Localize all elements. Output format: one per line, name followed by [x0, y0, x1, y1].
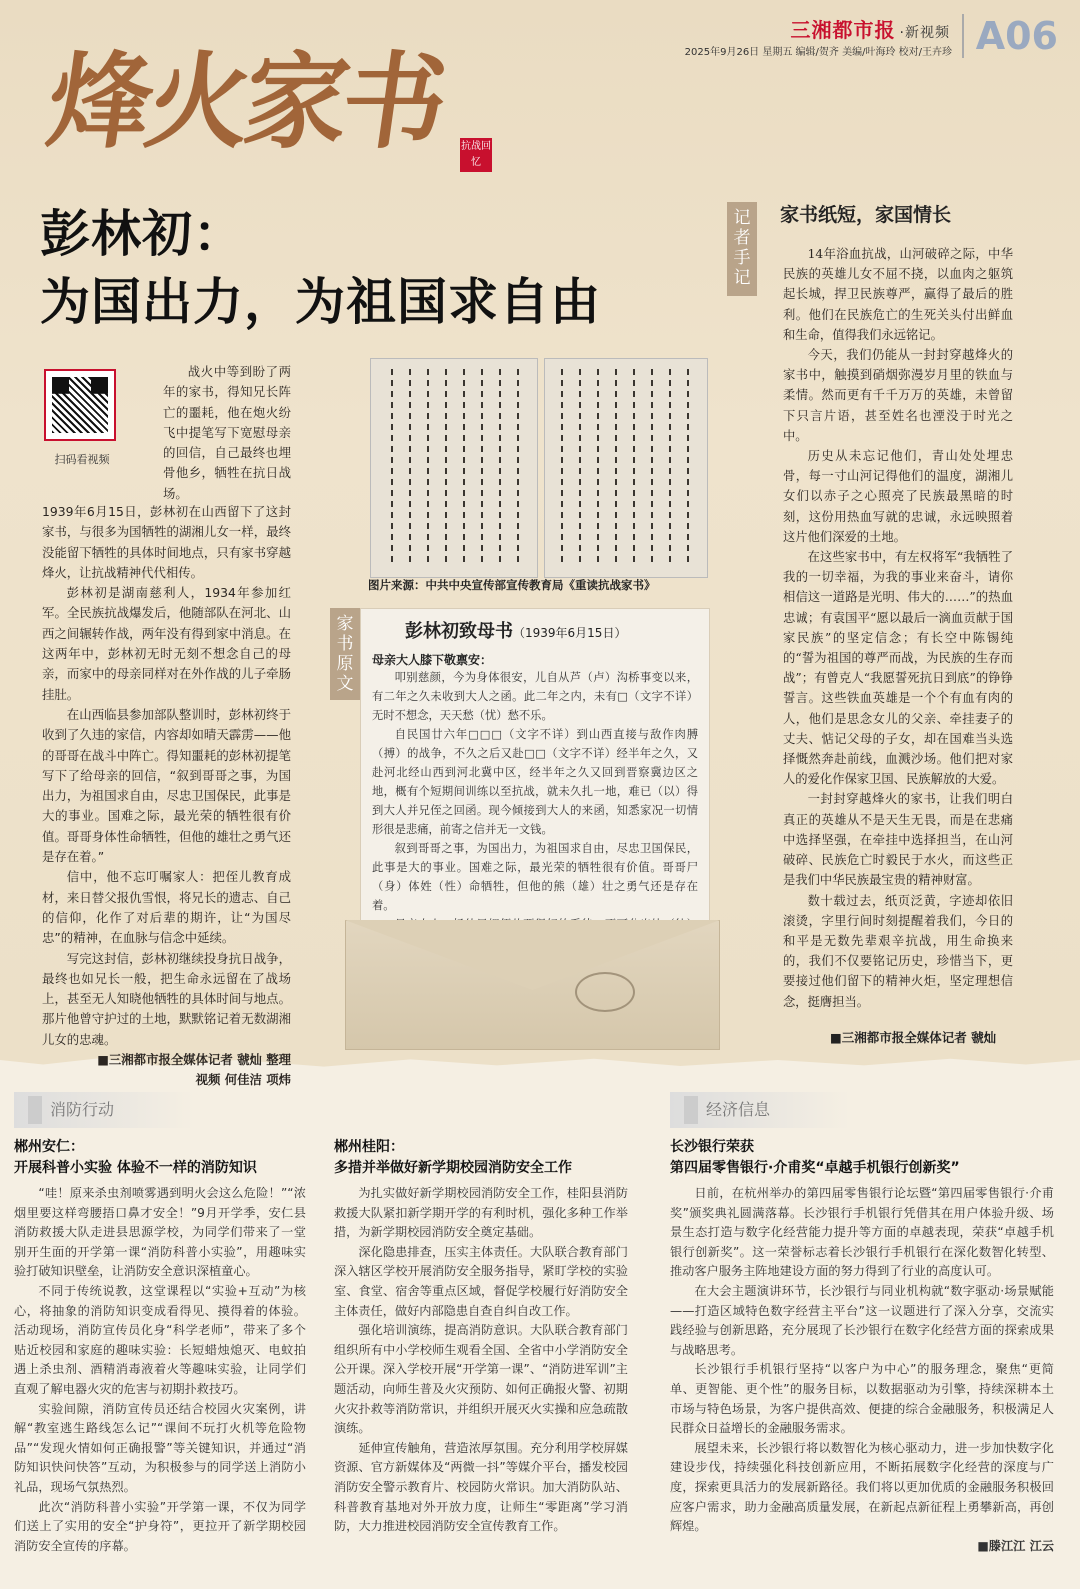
issue-meta: 2025年9月26日 星期五 编辑/贺齐 美编/叶海玲 校对/王卉珍: [684, 47, 952, 58]
news1-title: [14, 1137, 324, 1179]
news3-title-line1: 长沙银行荣获: [670, 1139, 754, 1155]
photo-caption: 图片来源：中共中央宣传部宣传教育局《重读抗战家书》: [368, 578, 656, 592]
lead-paragraph-5: 信中，他不忘叮嘱家人：把侄儿教育成材，来日替父报仇雪恨，将兄长的遗志、自己的信仰，化作了对后辈的期许，让“为国尽忠”的精神，在血脉与信念中延续。: [42, 869, 291, 946]
news2-body: [334, 1184, 628, 1537]
main-title-line1: 彭林初：: [40, 205, 244, 263]
lead-paragraph-1: 战火中等到盼了两年的家书，得知兄长阵亡的噩耗，他在炮火纷飞中提笔写下宽慰母亲的回信，自己最终也埋骨他乡，牺牲在抗日战场。: [163, 364, 291, 501]
lead-paragraph-4: 在山西临县参加部队整训时，彭林初终于收到了久违的家信，内容却如晴天霹雳——他的哥哥在战斗中阵亡。得知噩耗的彭林初提笔写下了给母亲的回信，“叙到哥哥之事，为国出力，为祖国求自由，尽忠卫国保民，此事是大的事业。国难之际，最光荣的牺牲很有价值。哥哥身体性命牺牲，但他的雄壮之勇气还是存在着。”: [42, 706, 291, 865]
lead-paragraph-6: 写完这封信，彭林初继续投身抗日战争，最终也如兄长一般，把生命永远留在了战场上，甚至无人知晓他牺牲的具体时间与地点。那片他曾守护过的土地，默默铭记着无数湖湘儿女的忠魂。: [42, 950, 291, 1047]
news2-paragraph-2: 深化隐患排查，压实主体责任。大队联合教育部门深入辖区学校开展消防安全服务指导，紧盯学校的实验室、食堂、宿舍等重点区域，督促学校履行好消防安全主体责任，做好内部隐患自查自纠自改工作。: [334, 1244, 628, 1318]
section-tag-economy: 经济信息: [670, 1092, 850, 1128]
reporter-paragraph-5: 一封封穿越烽火的家书，让我们明白真正的英雄从不是天生无畏，而是在悲痛中选择坚强，在牵挂中选择担当，在山河破碎、民族危亡时毅民于水火，而这些正是我们中华民族最宝贵的精神财富。: [783, 792, 1013, 888]
tag-reporter-note: 记者手记: [727, 202, 757, 296]
news3-body: [670, 1184, 1054, 1556]
reporter-paragraph-6: 数十载过去，纸页泛黄，字迹却依旧滚烫，字里行间时刻提醒着我们，今日的和平是无数先辈艰辛抗战，用生命换来的，我们不仅要铭记历史，珍惜当下，更要接过他们留下的精神火炬，坚定理想信念，挺膺担当。: [783, 893, 1013, 1009]
letter-photo-1: [370, 358, 538, 578]
qr-label: 扫码看视频: [54, 453, 110, 466]
news2-paragraph-4: 延伸宣传触角，营造浓厚氛围。充分利用学校屏媒资源、官方新媒体及“两微一抖”等媒介平台，播发校园消防安全警示教育片、校园防火常识。加大消防队站、科普教育基地对外开放力度，让师生“零距离”学习消防，大力推进校园消防安全宣传教育工作。: [334, 1440, 628, 1534]
letter-paragraph-3: 叙到哥哥之事，为国出力，为祖国求自由，尽忠卫国保民，此事是大的事业。国难之际，最光荣的牺牲很有价值。哥哥尸（身）体姓（性）命牺牲，但他的熊（雄）壮之勇气还是存在着。: [372, 842, 698, 912]
news1-paragraph-3: 实验间隙，消防宣传员还结合校园火灾案例，讲解“教室逃生路线怎么记”“课间不玩打火机等危险物品”“发现火情如何正确报警”等关键知识，并通过“消防知识快问快答”互动，为积极参与的同学送上消防小礼品，现场气氛热烈。: [14, 1401, 306, 1494]
tag-letter-original: 家书原文: [330, 608, 360, 700]
news2-title-line1: 郴州桂阳：: [334, 1139, 404, 1155]
news2-paragraph-3: 强化培训演练，提高消防意识。大队联合教育部门组织所有中小学校师生观看全国、全省中小学消防安全公开课。深入学校开展“开学第一课”、“消防进军训”主题活动，向师生普及火灾预防、如何正确报火警、初期火灾扑救等消防常识，并组织开展灭火实操和应急疏散演练。: [334, 1323, 628, 1436]
news2-title-line2: 多措并举做好新学期校园消防安全工作: [334, 1160, 572, 1176]
letter-photo-2: [544, 358, 708, 578]
news3-paragraph-3: 长沙银行手机银行坚持“以客户为中心”的服务理念，聚焦“更简单、更智能、更个性”的服务目标，以数据驱动为引擎，持续深耕本土市场与特色场景，为客户提供高效、便捷的综合金融服务，积极满足人民群众日益增长的金融服务需求。: [670, 1362, 1054, 1436]
newspaper-brand: 三湘都市报 ·新视频: [790, 18, 950, 42]
news3-paragraph-2: 在大会主题演讲环节，长沙银行与同业机构就“数字驱动·场景赋能——打造区域特色数字经营主平台”这一议题进行了深入分享，交流实践经验与创新思路，充分展现了长沙银行在数字化经营方面的探索成果与战略思考。: [670, 1283, 1054, 1357]
news1-title-line1: 郴州安仁：: [14, 1139, 84, 1155]
section-tag-fire: 消防行动: [14, 1092, 194, 1128]
news1-body: [14, 1184, 306, 1556]
reporter-paragraph-2: 今天，我们仍能从一封封穿越烽火的家书中，触摸到硝烟弥漫岁月里的铁血与柔情。然而更有千千万万的英雄，未曾留下只言片语，甚至姓名也湮没于时光之中。: [783, 348, 1013, 443]
reporter-note-title: 家书纸短，家国情长: [780, 204, 952, 226]
reporter-byline: ■三湘都市报全媒体记者 虢灿: [830, 1030, 997, 1045]
letter-title: 彭林初致母书（1939年6月15日）: [405, 621, 627, 642]
news1-paragraph-2: 不同于传统说教，这堂课程以“实验+互动”为核心，将抽象的消防知识变成看得见、摸得着的体验。活动现场，消防宣传员化身“科学老师”，带来了多个贴近校园和家庭的趣味实验：长短蜡烛熄灭、电蚊拍遇上杀虫剂、酒精消毒液着火等趣味实验，让同学们直观了解电器火灾的危害与初期扑救技巧。: [14, 1283, 306, 1396]
news3-title-line2: 第四届零售银行·介甫奖“卓越手机银行创新奖”: [670, 1160, 960, 1176]
news1-title-line2: 开展科普小实验 体验不一样的消防知识: [14, 1160, 257, 1176]
lead-body: [42, 502, 291, 1091]
reporter-paragraph-3: 历史从未忘记他们，青山处处埋忠骨，每一寸山河记得他们的温度，湖湘儿女们以赤子之心照亮了民族最黑暗的时刻，这份用热血写就的忠诚，永远映照着这片他们深爱的土地。: [783, 449, 1013, 544]
news1-paragraph-1: “哇！原来杀虫剂喷雾遇到明火会这么危险！”“浓烟里要这样弯腰捂口鼻才安全！”9月开学季，安仁县消防救援大队走进县思源学校，为同学们带来了一堂别开生面的开学第一课“消防科普小实验”，用趣味实验打破知识壁垒，让消防安全意识深植童心。: [14, 1186, 306, 1279]
lead-video-credit: 视频 何佳洁 项炜: [195, 1072, 291, 1088]
column-seal: 抗战回忆: [460, 138, 492, 172]
reporter-paragraph-1: 14年浴血抗战，山河破碎之际，中华民族的英雄儿女不屈不挠，以血肉之躯筑起长城，捍卫民族尊严，赢得了最后的胜利。他们在民族危亡的生死关头付出鲜血和生命，值得我们永远铭记。: [783, 247, 1013, 342]
news3-byline: ■滕江江 江云: [977, 1538, 1054, 1553]
lead-paragraph-2: 1939年6月15日，彭林初在山西留下了这封家书，与很多为国牺牲的湖湘儿女一样，最终没能留下牺牲的具体时间地点，只有家书穿越烽火，让抗战精神代代相传。: [42, 504, 291, 580]
page-number: A06: [962, 14, 1058, 58]
reporter-note-body: [783, 244, 1013, 1012]
qr-code[interactable]: [44, 369, 116, 441]
column-title: 烽火家书: [40, 40, 450, 163]
lead-intro: [163, 362, 291, 504]
news3-paragraph-1: 日前，在杭州举办的第四届零售银行论坛暨“第四届零售银行·介甫奖”颁奖典礼圆满落幕。长沙银行手机银行凭借其在用户体验升级、场景生态打造与数字化经营能力提升等方面的卓越表现，荣获“卓越手机银行创新奖”。这一荣誉标志着长沙银行手机银行在深化数智化转型、推动客户服务主阵地建设方面的努力得到了行业的高度认可。: [670, 1186, 1054, 1279]
reporter-paragraph-4: 在这些家书中，有左权将军“我牺牲了我的一切幸福，为我的事业来奋斗，请你相信这一道路是光明、伟大的……”的热血忠诚；有袁国平“愿以最后一滴血贡献于国家民族”的坚定信念；有长空中陈锡纯的“誓为祖国的尊严而战，为民族的生存而战”；有曾克人“我愿誓死抗日到底”的铮铮誓言。这些铁血英雄是一个个有血有肉的人，他们是思念女儿的父亲、牵挂妻子的丈夫、惦记父母的子女，却在国难当头选择慨然奔赴前线，血溅沙场。他们把对家人的爱化作保家卫国、民族解放的大爱。: [783, 550, 1013, 787]
lead-byline: ■三湘都市报全媒体记者 虢灿 整理: [97, 1052, 291, 1068]
news3-title: [670, 1137, 1060, 1179]
main-title-line2: 为国出力，为祖国求自由: [40, 273, 601, 331]
news1-paragraph-4: 此次“消防科普小实验”开学第一课，不仅为同学们送上了实用的安全“护身符”，更拉开了新学期校园消防安全宣传的序幕。: [14, 1499, 306, 1553]
news3-paragraph-4: 展望未来，长沙银行将以数智化为核心驱动力，进一步加快数字化建设步伐，持续强化科技创新应用，不断拓展数字化经营的深度与广度，探索更具活力的发展新路径。我们将以更加优质的金融服务积极回应客户需求，助力金融高质量发展，在新起点新征程上勇攀新高，再创辉煌。: [670, 1440, 1054, 1534]
postmark-stamp: [575, 972, 635, 1012]
news2-title: [334, 1137, 644, 1179]
letter-paragraph-2: 自民国廿六年□□□（文字不详）到山西直接与敌作肉膊（搏）的战争，不久之后又赴□□（文字不详）经半年之久，又赴河北经山西到河北冀中区，经半年之久又回到晋察冀边区之地，概有个短期间训练以至抗战，就未久扎一地，难已（以）得到大人并兄侄之回函。现今倾接到大人的来函，知悉家况一切情形很是悲痛，前寄之信并无一文钱。: [372, 728, 698, 836]
news2-paragraph-1: 为扎实做好新学期校园消防安全工作，桂阳县消防救援大队紧扣新学期开学的有利时机，强化多种工作举措，为新学期校园消防安全奠定基础。: [334, 1186, 628, 1240]
letter-salutation: 母亲大人膝下敬禀安：: [372, 653, 493, 667]
letter-paragraph-1: 叩别慈颜，今为身体很安，儿自从芦（卢）沟桥事变以来，有二年之久未收到大人之函。此二年之内，未有□（文字不详）无时不想念，天天愁（忧）愁不乐。: [372, 671, 698, 722]
lead-paragraph-3: 彭林初是湖南慈利人，1934年参加红军。全民族抗战爆发后，他随部队在河北、山西之间辗转作战，两年没有得到家中消息。在这两年中，彭林初无时无刻不想念自己的母亲，而家中的母亲同样对在外作战的儿子牵肠挂肚。: [42, 585, 291, 702]
